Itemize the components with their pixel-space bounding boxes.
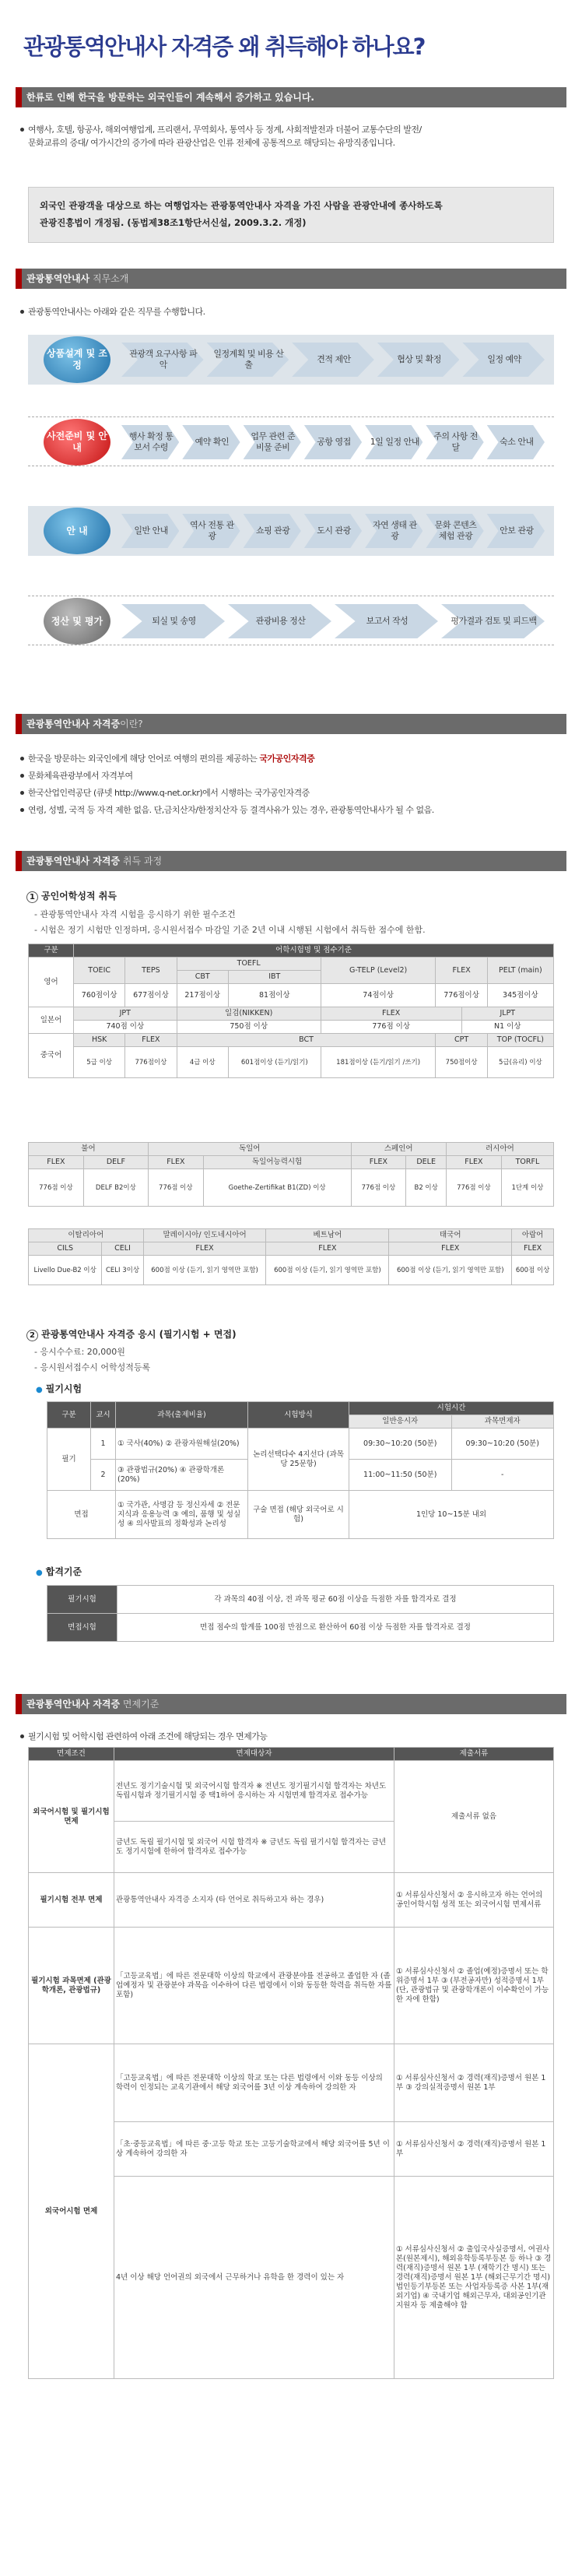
test-name: CILS: [29, 1242, 102, 1256]
language-score-table-3: [28, 1228, 554, 1285]
lang-name: 태국어: [389, 1229, 512, 1242]
step-number-icon: 2: [26, 1330, 38, 1341]
cell: ① 서류심사신청서 ② 출입국사실증명서, 여권사본(원본제시), 해외유학등록부등본 등 하나 ③ 경력(재직)증명서 원본 1부 (재학기간 명시) 또는 경력(재직)증명서 원본 1부 (해외근무기간 명시) 법인등기부등본 또는 사업자등록증 사본 1부(재외기업) ④ 국내기업 해외근무자, 대외공인기관 지원자 등 제출해야 함: [394, 2177, 554, 2379]
table-header: 구분: [47, 1402, 91, 1429]
cell: 11:00~11:50 (50분): [349, 1460, 452, 1491]
job-step: 도시 관광: [317, 525, 351, 536]
score: 740점 이상: [74, 1021, 177, 1034]
cell: 외국어시험 및 필기시험 면제: [29, 1761, 114, 1873]
job-step: 예약 확인: [195, 437, 230, 447]
cell: 09:30~10:20 (50분): [451, 1429, 554, 1460]
test-name: FLEX: [389, 1242, 512, 1256]
pass-title: ● 합격기준: [36, 1565, 82, 1578]
cell: 논리선택다수 4지선다 (과목당 25문항): [248, 1429, 349, 1491]
job-step: 견적 제안: [317, 354, 351, 364]
pass-criteria-table: [47, 1585, 554, 1642]
cell: ③ 관광법규(20%) ④ 관광학개론(20%): [116, 1460, 248, 1491]
law-notice-line1: 외국인 관광객을 대상으로 하는 여행업자는 관광통역안내사 자격을 가진 사람을 관광안내에 종사하도록: [40, 200, 443, 211]
score: 677점이상: [125, 984, 177, 1007]
job-step: 일반 안내: [134, 525, 168, 536]
cell: 각 과목의 40점 이상, 전 과목 평균 60점 이상을 득점한 자를 합격자로 결정: [117, 1586, 554, 1614]
job-step: 1일 일정 안내: [370, 437, 419, 447]
score: 74점이상: [321, 984, 436, 1007]
cell: ① 국가관, 사명감 등 정신자세 ② 전문지식과 응용능력 ③ 예의, 품행 및 성실성 ④ 의사발표의 정확성과 논리성: [116, 1491, 248, 1539]
test-name: CPT: [436, 1034, 487, 1047]
cell: 2: [91, 1460, 116, 1491]
bar-accent: [16, 87, 22, 107]
score: 776점 이상: [351, 1169, 406, 1207]
page-title: 관광통역안내사 자격증 왜 취득해야 하나요?: [23, 33, 425, 60]
test-name: FLEX: [436, 958, 487, 984]
score: 1단계 이상: [501, 1169, 553, 1207]
cell: ① 서류심사신청서 ② 졸업(예정)증명서 또는 학위증명서 1부 ③ (부전공자만) 성적증명서 1부 (단, 관광법규 및 관광학개론이 이수확인이 가능한 자에 한함): [394, 1928, 554, 2044]
cell: ① 국사(40%) ② 관광자원해설(20%): [116, 1429, 248, 1460]
what-line-1-text: 한국을 방문하는 외국인에게 해당 언어로 여행의 편의를 제공하는: [28, 754, 260, 764]
lang-name: 독일어: [148, 1143, 351, 1156]
section-bar-process: [16, 851, 566, 871]
job-step: 퇴실 및 송영: [152, 616, 196, 626]
score: 750점이상: [436, 1047, 487, 1078]
job-step: 안보 관광: [500, 525, 534, 536]
cell: 금년도 독립 필기시험 및 외국어 시험 합격자 ※ 금년도 독립 필기시험 합격자는 금년도 정기시험에 한하여 합격자로 접수가능: [114, 1822, 394, 1873]
lang-name: 불어: [29, 1143, 149, 1156]
section-subtitle: 취득 과정: [120, 856, 163, 866]
score: 600점 이상 (듣기, 읽기 영역만 포함): [389, 1256, 512, 1285]
cell: ① 서류심사신청서 ② 응시하고자 하는 언어의 공인어학시험 성적 또는 외국어시험 면제서류: [394, 1873, 554, 1928]
intro-body: [28, 123, 422, 149]
intro-body-line1: 여행사, 호텔, 항공사, 해외여행업계, 프리랜서, 무역회사, 통역사 등 정계, 사회적발전과 더불어 교통수단의 발전/: [28, 125, 422, 135]
score: 181점이상 (듣기/읽기 /쓰기): [321, 1047, 436, 1078]
lang-name: 러시아어: [446, 1143, 553, 1156]
lang-name: 스페인어: [351, 1143, 446, 1156]
step-number-icon: 1: [26, 891, 38, 903]
section-title: 관광통역안내사 자격증: [26, 719, 121, 729]
test-name: PELT (main): [487, 958, 553, 984]
test-name: 일검(NIKKEN): [177, 1007, 321, 1021]
bar-accent: [16, 714, 22, 734]
law-notice-box: [28, 187, 554, 243]
register-text: - 응시원서접수시 어학성적등록: [34, 1362, 151, 1372]
job-step: 쇼핑 관광: [255, 525, 290, 536]
exempt-lead: 필기시험 및 어학시험 관련하여 아래 조건에 해당되는 경우 면제가능: [28, 1731, 268, 1741]
step-1-desc-b: - 시험은 정기 시험만 인정하며, 응시원서접수 마감일 기준 2년 이내 시행된 시험에서 취득한 점수에 한함.: [34, 925, 426, 935]
test-name: JLPT: [461, 1007, 553, 1021]
cell: 「초·중등교육법」에 따른 중·고등 학교 또는 고등기술학교에서 해당 외국어를 5년 이상 계속하여 강의한 자: [114, 2122, 394, 2177]
test-name: 독일어능력시험: [203, 1156, 351, 1169]
test-name: DELE: [406, 1156, 447, 1169]
lang-name: 영어: [29, 958, 74, 1007]
table-header: 면제대상자: [114, 1748, 394, 1761]
job-row: [28, 506, 554, 556]
cell: 필기시험 전부 면제: [29, 1873, 114, 1928]
score: 776점 이상: [148, 1169, 203, 1207]
job-row: [28, 416, 554, 466]
cell: 「고등교육법」에 따른 전문대학 이상의 학교에서 관광분야를 전공하고 졸업한 자 (졸업예정자 및 관광분야 과목을 이수하여 다른 법령에서 이와 동등한 학력을 취득한 자를 포함): [114, 1928, 394, 2044]
cell: 전년도 정기기술시험 및 외국어시험 합격자 ※ 전년도 정기필기시험 합격자는 차년도 독립시험과 정기필기시험 중 택1하여 응시하는 자 시험면제 합격자로 접수가능: [114, 1761, 394, 1822]
table-header: 면제조건: [29, 1748, 114, 1761]
cell: 필기시험 과목면제 (관광학개론, 관광법규): [29, 1928, 114, 2044]
test-name: JPT: [74, 1007, 177, 1021]
score: 4급 이상: [177, 1047, 228, 1078]
test-name: FLEX: [143, 1242, 266, 1256]
cell: 09:30~10:20 (50분): [349, 1429, 452, 1460]
section-bar-exempt: [16, 1694, 566, 1714]
job-step: 평가결과 검토 및 피드백: [451, 616, 537, 626]
score: 601점이상 (듣기/읽기): [228, 1047, 321, 1078]
cell: 면접: [47, 1491, 116, 1539]
step-1-desc-a: - 관광통역안내사 자격 시험을 응시하기 위한 필수조건: [34, 909, 236, 919]
job-step: 주의 사항 전달: [433, 431, 478, 452]
written-title: ● 필기시험: [36, 1382, 82, 1395]
cell: 「고등교육법」에 따른 전문대학 이상의 학교 또는 다른 법령에서 이와 동등 이상의 학력이 인정되는 교육기관에서 해당 외국어를 3년 이상 계속하여 강의한 자: [114, 2044, 394, 2122]
test-name: FLEX: [321, 1007, 461, 1021]
table-header: 시험방식: [248, 1402, 349, 1429]
table-header: 시험시간: [349, 1402, 554, 1415]
step-2-heading: [26, 1327, 237, 1341]
test-name: FLEX: [446, 1156, 501, 1169]
lang-name: 중국어: [29, 1034, 74, 1078]
what-line-4: 연령, 성별, 국적 등 자격 제한 없음. 단,금치산자/한정치산자 등 결격사유가 있는 경우, 관광통역안내사가 될 수 없음.: [28, 805, 434, 815]
table-header: 과목면제자: [451, 1415, 554, 1429]
job-row-label: 정산 및 평가: [44, 598, 110, 645]
score: 760점이상: [74, 984, 125, 1007]
table-header: 교시: [91, 1402, 116, 1429]
lang-name: 일본어: [29, 1007, 74, 1034]
test-name: DELF: [83, 1156, 148, 1169]
test-name: G-TELP (Level2): [321, 958, 436, 984]
job-row-label: 안 내: [44, 508, 110, 554]
lang-name: 아랍어: [512, 1229, 554, 1242]
section-subtitle: 면제기준: [120, 1699, 160, 1710]
score: 600점 이상 (듣기, 읽기 영역만 포함): [143, 1256, 266, 1285]
test-name: FLEX: [266, 1242, 389, 1256]
score: CELI 3이상: [102, 1256, 143, 1285]
score: 217점이상: [177, 984, 228, 1007]
test-name: FLEX: [125, 1034, 177, 1047]
job-lead: 관광통역안내사는 아래와 같은 직무를 수행합니다.: [28, 307, 205, 317]
job-row: [28, 596, 554, 645]
job-step: 관광객 요구사항 파악: [129, 349, 198, 370]
test-sub: IBT: [228, 971, 321, 984]
score: Livello Due-B2 이상: [29, 1256, 102, 1285]
fee-text: - 응시수수료: 20,000원: [34, 1347, 125, 1357]
score: 776점 이상: [321, 1021, 461, 1034]
section-bar-what: [16, 714, 566, 734]
job-step: 일정 예약: [487, 354, 521, 364]
job-step: 관광비용 정산: [255, 616, 306, 626]
language-score-table: [28, 944, 554, 1078]
language-score-table-2: [28, 1142, 554, 1207]
what-line-3: 한국산업인력공단 (큐넷 http://www.q-net.or.kr)에서 시행하는 국가공인자격증: [28, 788, 310, 798]
cell: 1: [91, 1429, 116, 1460]
table-header: 과목(출제비율): [116, 1402, 248, 1429]
score: 5급 이상: [74, 1047, 125, 1078]
cell: 4년 이상 해당 언어권의 외국에서 근무하거나 유학을 한 경력이 있는 자: [114, 2177, 394, 2379]
job-step: 협상 및 확정: [397, 354, 441, 364]
job-row: [28, 335, 554, 385]
score: B2 이상: [406, 1169, 447, 1207]
table-header: 제출서류: [394, 1748, 554, 1761]
bar-accent: [16, 269, 22, 289]
score: Goethe-Zertifikat B1(ZD) 이상: [203, 1169, 351, 1207]
lang-name: 이탈리아어: [29, 1229, 144, 1242]
job-step: 공항 영접: [317, 437, 351, 447]
cell: 구술 면접 (해당 외국어로 시험): [248, 1491, 349, 1539]
step-1-title: 공인어학성적 취득: [41, 891, 117, 901]
cell: 면접 점수의 합계를 100점 만점으로 환산하여 60점 이상 득점한 자를 합격자로 결정: [117, 1614, 554, 1642]
lang-name: 베트남어: [266, 1229, 389, 1242]
cell: 필기: [47, 1429, 91, 1491]
table-header: 일반응시자: [349, 1415, 452, 1429]
section-title: 관광통역안내사 자격증: [26, 1699, 121, 1710]
score: 600점 이상 (듣기, 읽기 영역만 포함): [266, 1256, 389, 1285]
cell: 1인당 10~15분 내외: [349, 1491, 554, 1539]
score: 600점 이상: [512, 1256, 554, 1285]
section-title: 관광통역안내사 자격증: [26, 856, 121, 866]
test-name: TOP (TOCFL): [487, 1034, 553, 1047]
score: 776점 이상: [446, 1169, 501, 1207]
section-subtitle: 이란?: [120, 719, 143, 729]
lang-name: 말레이시아/ 인도네시아어: [143, 1229, 266, 1242]
table-header: 구분: [29, 944, 74, 958]
section-subtitle: 직무소개: [89, 273, 129, 284]
test-name: BCT: [177, 1034, 436, 1047]
score: 776점이상: [125, 1047, 177, 1078]
test-name: CELI: [102, 1242, 143, 1256]
job-step: 일정계획 및 비용 산출: [213, 349, 284, 370]
score: DELF B2이상: [83, 1169, 148, 1207]
job-row-label: 사전준비 및 안내: [44, 419, 110, 466]
score: N1 이상: [461, 1021, 553, 1034]
test-name: TEPS: [125, 958, 177, 984]
job-step: 행사 확정 통보서 수령: [128, 431, 174, 452]
job-step: 보고서 작성: [366, 616, 408, 626]
law-notice-line2: 관광진흥법이 개정됨. (동법제38조1항단서신설, 2009.3.2. 개정): [40, 217, 307, 228]
what-line-1: [28, 752, 314, 765]
table-header: 어학시험명 및 점수기준: [74, 944, 554, 958]
score: 81점이상: [228, 984, 321, 1007]
job-step: 업무 관련 준비물 준비: [251, 431, 296, 452]
job-step: 숙소 안내: [500, 437, 534, 447]
test-name: FLEX: [512, 1242, 554, 1256]
table-header: 필기시험: [47, 1586, 117, 1614]
exemption-table: [28, 1747, 554, 2379]
cell: -: [451, 1460, 554, 1491]
test-name: TORFL: [501, 1156, 553, 1169]
cell: 제출서류 없음: [394, 1761, 554, 1873]
what-line-2: 문화체육관광부에서 자격부여: [28, 771, 133, 781]
cell: 외국어시험 면제: [29, 2044, 114, 2379]
cell: 관광통역안내사 자격증 소지자 (타 언어로 취득하고자 하는 경우): [114, 1873, 394, 1928]
intro-heading: 한류로 인해 한국을 방문하는 외국인들이 계속해서 증가하고 있습니다.: [26, 92, 314, 103]
score: 345점이상: [487, 984, 553, 1007]
score: 750점 이상: [177, 1021, 321, 1034]
job-step: 자연 생태 관광: [372, 520, 417, 541]
test-name: FLEX: [351, 1156, 406, 1169]
step-1-heading: [26, 889, 117, 903]
table-header: 면접시험: [47, 1614, 117, 1642]
bar-accent: [16, 851, 22, 871]
score: 5급(유리) 이상: [487, 1047, 553, 1078]
cell: ① 서류심사신청서 ② 경력(재직)증명서 원본 1부: [394, 2122, 554, 2177]
test-name: FLEX: [29, 1156, 84, 1169]
test-sub: CBT: [177, 971, 228, 984]
test-name: FLEX: [148, 1156, 203, 1169]
cell: ① 서류심사신청서 ② 경력(재직)증명서 원본 1부 ③ 강의실적증명서 원본 1부: [394, 2044, 554, 2122]
job-step: 문화 콘텐츠 체험 관광: [434, 520, 477, 541]
what-line-1-emph: 국가공인자격증: [259, 754, 315, 764]
test-name: HSK: [74, 1034, 125, 1047]
job-step: 역사 전통 관광: [190, 520, 234, 541]
job-row-label: 상품설계 및 조정: [44, 336, 110, 383]
test-name: TOEFL: [177, 958, 321, 971]
intro-body-line2: 문화교류의 증대/ 여가시간의 증가에 따라 관광산업은 인류 전체에 공통적으로 해당되는 유망직종입니다.: [28, 138, 395, 148]
written-exam-table: [47, 1401, 554, 1539]
section-title: 관광통역안내사: [26, 273, 90, 284]
intro-heading-bar: [16, 87, 566, 107]
bar-accent: [16, 1694, 22, 1714]
section-bar-job: [16, 269, 566, 289]
test-name: TOEIC: [74, 958, 125, 984]
score: 776점 이상: [29, 1169, 84, 1207]
score: 776점이상: [436, 984, 487, 1007]
step-2-title: 관광통역안내사 자격증 응시 (필기시험 + 면접): [41, 1329, 237, 1340]
